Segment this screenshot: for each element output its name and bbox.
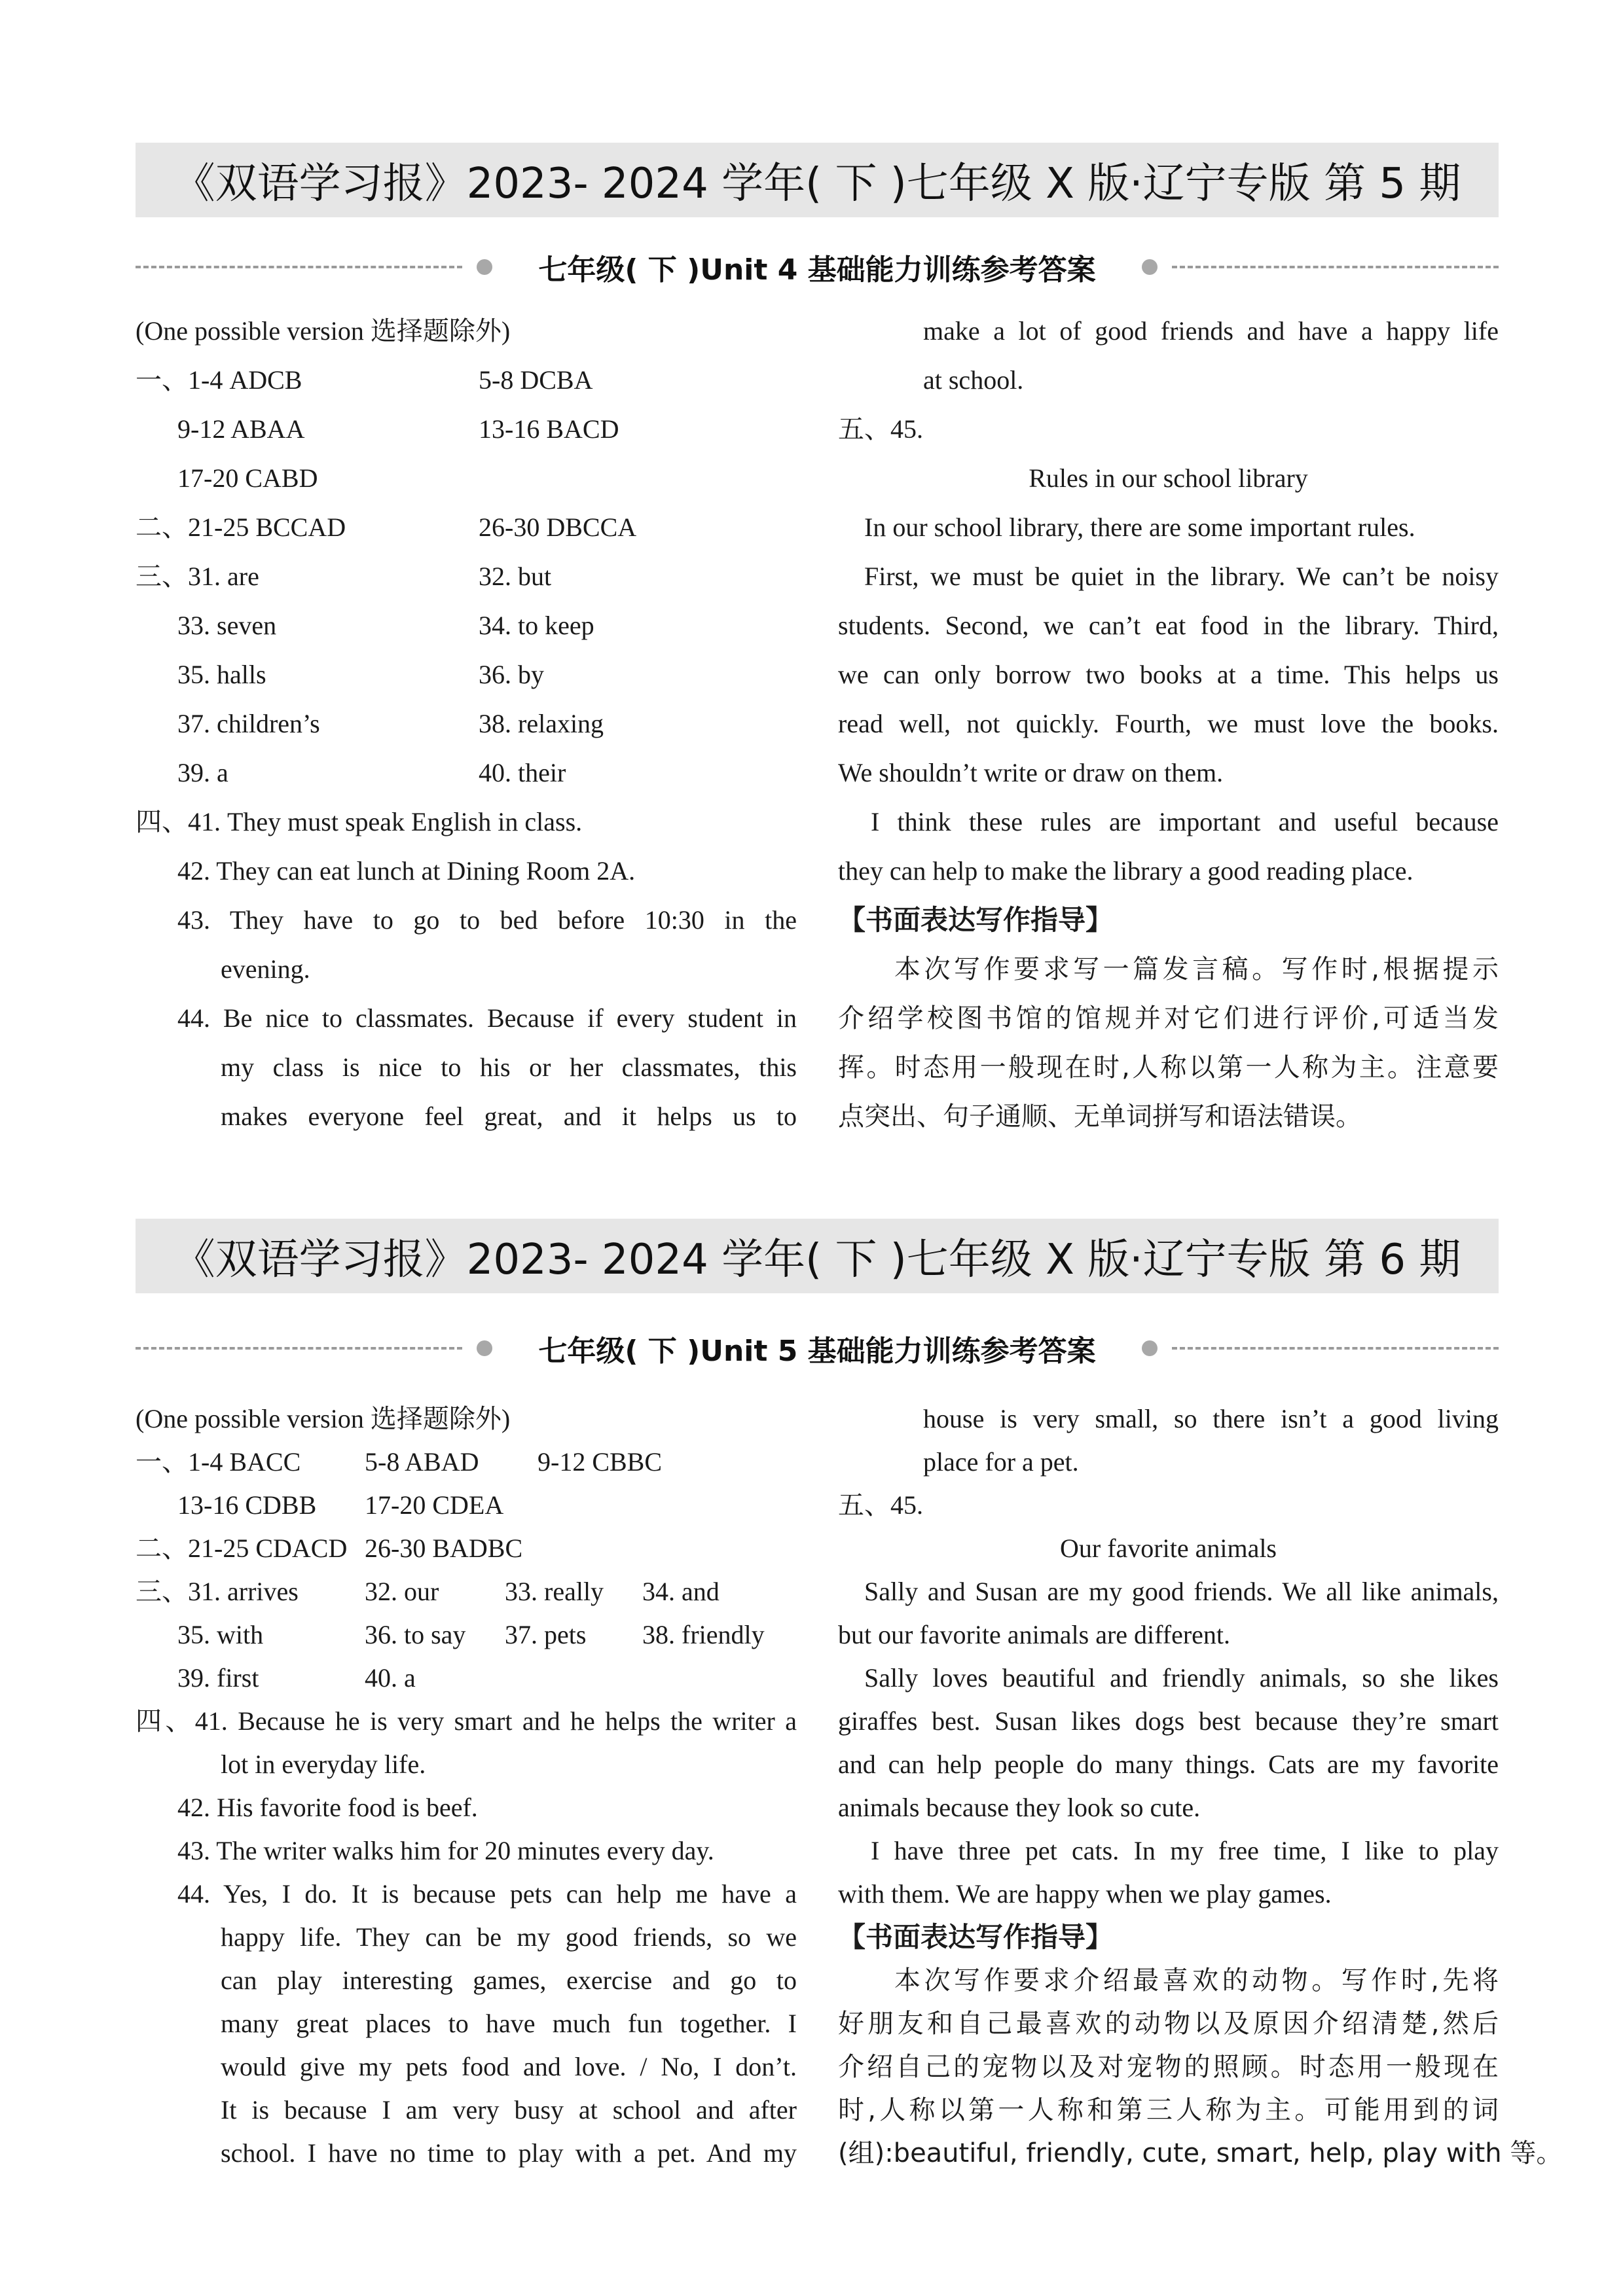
answer-item: 38. friendly [642, 1620, 765, 1649]
answer-line: house is very small, so there isn’t a good living [923, 1404, 1499, 1433]
essay-line: they can help to make the library a good reading place. [838, 856, 1413, 886]
guide-line: 点突出、句子通顺、无单词拼写和语法错误。 [838, 1102, 1362, 1132]
answer-item: 40. a [365, 1663, 416, 1693]
answer-item: 三、31. arrives [136, 1577, 299, 1606]
answer-item: 37. children’s [177, 709, 320, 738]
essay-line: students. Second, we can’t eat food in the library. Third, [838, 611, 1499, 640]
essay-line: In our school library, there are some important rules. [864, 512, 1415, 542]
guide-line: 介绍自己的宠物以及对宠物的照顾。时态用一般现在 [838, 2052, 1499, 2082]
issue-5-subtitle: 七年级( 下 )Unit 4 基础能力训练参考答案 [538, 253, 1096, 287]
section-label: 五、45. [838, 414, 923, 444]
essay-line: Sally and Susan are my good friends. We all like animals, [864, 1577, 1499, 1606]
answer-line: school. I have no time to play with a pet. And my [221, 2138, 797, 2168]
essay-line: read well, not quickly. Fourth, we must love the books. [838, 709, 1499, 738]
issue-5-subheading [136, 247, 1499, 287]
answer-item: 35. with [177, 1620, 264, 1649]
essay-line: with them. We are happy when we play games. [838, 1879, 1332, 1909]
answer-item: 32. but [479, 562, 552, 591]
answer-item: 36. by [479, 660, 544, 689]
answer-item: 三、31. are [136, 562, 259, 591]
guide-line: 本次写作要求写一篇发言稿。写作时,根据提示 [894, 954, 1499, 984]
essay-line: but our favorite animals are different. [838, 1620, 1231, 1649]
essay-line: I think these rules are important and useful because [871, 807, 1499, 836]
answer-line: 一、1-4 ADCB [136, 365, 302, 395]
answer-line: 43. The writer walks him for 20 minutes every day. [177, 1836, 714, 1865]
answer-line: lot in everyday life. [221, 1749, 426, 1779]
answer-note: (One possible version 选择题除外) [136, 1404, 511, 1433]
answer-line: 四、41. They must speak English in class. [136, 807, 583, 836]
answer-line: evening. [221, 954, 310, 984]
dot-icon [1142, 1340, 1158, 1356]
answer-item: 34. and [642, 1577, 720, 1606]
essay-title: Rules in our school library [1029, 463, 1308, 493]
essay-line: I have three pet cats. In my free time, I like to play [871, 1836, 1499, 1865]
answer-item: 32. our [365, 1577, 439, 1606]
answer-item: 9-12 CBBC [538, 1447, 663, 1477]
answer-item: 33. really [505, 1577, 604, 1606]
dashed-divider-right [1172, 266, 1499, 268]
essay-line: Sally loves beautiful and friendly animals, so she likes [864, 1663, 1499, 1693]
answer-item: 5-8 ABAD [365, 1447, 479, 1477]
guide-line: 挥。时态用一般现在时,人称以第一人称为主。注意要 [838, 1052, 1499, 1083]
essay-title: Our favorite animals [1060, 1534, 1277, 1563]
answer-line: makes everyone feel great, and it helps us to [221, 1102, 797, 1131]
answer-item: 36. to say [365, 1620, 466, 1649]
answer-line: make a lot of good friends and have a happy life [923, 316, 1499, 346]
answer-line: would give my pets food and love. / No, I don’t. [221, 2052, 797, 2081]
answer-line: 5-8 DCBA [479, 365, 593, 395]
dot-icon [477, 259, 492, 275]
answer-item: 26-30 BADBC [365, 1534, 523, 1563]
answer-item: 17-20 CDEA [365, 1490, 504, 1520]
issue-6-subheading [136, 1329, 1499, 1368]
answer-line: 四、41. Because he is very smart and he helps the writer a [136, 1706, 797, 1736]
answer-line: my class is nice to his or her classmates, this [221, 1052, 797, 1082]
issue-5-banner: 《双语学习报》2023- 2024 学年( 下 )七年级 X 版·辽宁专版 第 5 期 [136, 143, 1499, 217]
answer-line: 42. They can eat lunch at Dining Room 2A. [177, 856, 636, 886]
dashed-divider-right [1172, 1347, 1499, 1350]
answer-item: 33. seven [177, 611, 277, 640]
answer-item: 13-16 CDBB [177, 1490, 317, 1520]
dashed-divider-left [136, 266, 462, 268]
answer-line: 44. Be nice to classmates. Because if every student in [177, 1003, 797, 1033]
answer-line: 26-30 DBCCA [479, 512, 637, 542]
guide-line: 好朋友和自己最喜欢的动物以及原因介绍清楚,然后 [838, 2009, 1499, 2039]
answer-line: 13-16 BACD [479, 414, 619, 444]
essay-line: We shouldn’t write or draw on them. [838, 758, 1224, 787]
answer-line: It is because I am very busy at school and after [221, 2095, 797, 2125]
answer-item: 34. to keep [479, 611, 594, 640]
answer-line: many great places to have much fun together. I [221, 2009, 797, 2038]
answer-line: place for a pet. [923, 1447, 1079, 1477]
answer-line: happy life. They can be my good friends, so we [221, 1922, 797, 1952]
essay-line: we can only borrow two books at a time. This helps us [838, 660, 1499, 689]
answer-item: 35. halls [177, 660, 266, 689]
issue-6-subtitle: 七年级( 下 )Unit 5 基础能力训练参考答案 [538, 1335, 1096, 1368]
answer-line: 44. Yes, I do. It is because pets can help me have a [177, 1879, 797, 1909]
answer-item: 39. a [177, 758, 228, 787]
guide-heading: 【书面表达写作指导】 [838, 904, 1114, 936]
guide-heading: 【书面表达写作指导】 [838, 1921, 1114, 1953]
essay-line: animals because they look so cute. [838, 1793, 1201, 1822]
guide-line: 介绍学校图书馆的馆规并对它们进行评价,可适当发 [838, 1003, 1499, 1033]
answer-item: 二、21-25 CDACD [136, 1534, 348, 1563]
answer-item: 40. their [479, 758, 566, 787]
answer-line: 二、21-25 BCCAD [136, 512, 346, 542]
essay-line: giraffes best. Susan likes dogs best because they’re smart [838, 1706, 1499, 1736]
dot-icon [1142, 259, 1158, 275]
answer-item: 38. relaxing [479, 709, 604, 738]
answer-line: 17-20 CABD [177, 463, 318, 493]
answer-line: 42. His favorite food is beef. [177, 1793, 478, 1822]
essay-line: First, we must be quiet in the library. We can’t be noisy [864, 562, 1499, 591]
essay-line: and can help people do many things. Cats are my favorite [838, 1749, 1499, 1779]
dot-icon [477, 1340, 492, 1356]
answer-line: 9-12 ABAA [177, 414, 305, 444]
answer-item: 一、1-4 BACC [136, 1447, 301, 1477]
dashed-divider-left [136, 1347, 462, 1350]
guide-line: 时,人称以第一人称和第三人称为主。可能用到的词 [838, 2095, 1499, 2125]
section-label: 五、45. [838, 1490, 923, 1520]
guide-line: 本次写作要求介绍最喜欢的动物。写作时,先将 [894, 1965, 1499, 1996]
answer-line: at school. [923, 365, 1024, 395]
answer-line: 43. They have to go to bed before 10:30 in the [177, 905, 797, 935]
answer-item: 37. pets [505, 1620, 587, 1649]
answer-note: (One possible version 选择题除外) [136, 316, 511, 346]
answer-item: 39. first [177, 1663, 259, 1693]
answer-line: can play interesting games, exercise and go to [221, 1965, 797, 1995]
issue-6-banner: 《双语学习报》2023- 2024 学年( 下 )七年级 X 版·辽宁专版 第 6 期 [136, 1219, 1499, 1293]
guide-line: (组):beautiful, friendly, cute, smart, help, play with 等。 [838, 2138, 1563, 2168]
